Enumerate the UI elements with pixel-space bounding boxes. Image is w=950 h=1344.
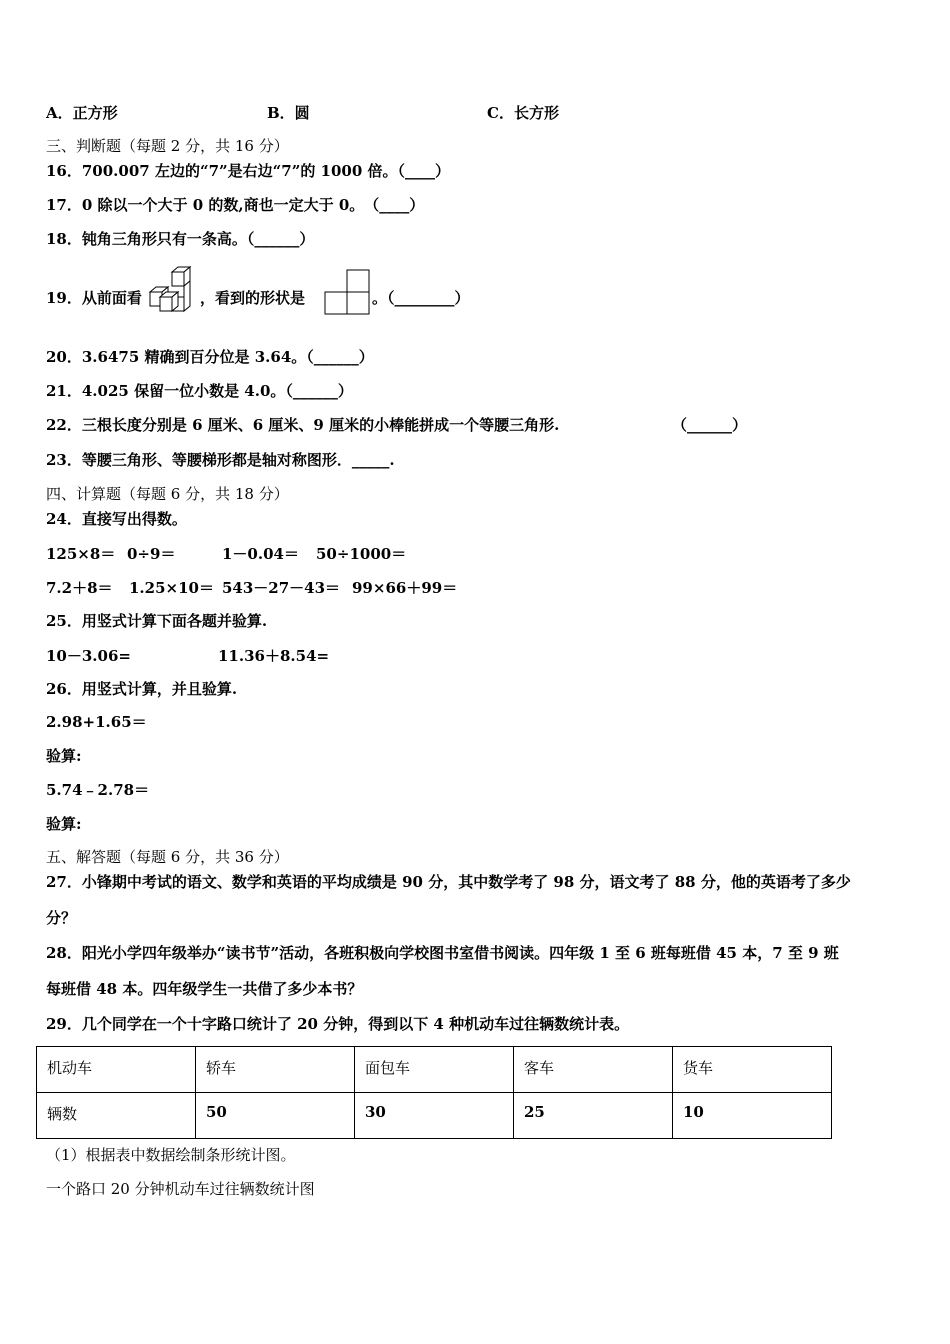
table-cell: 30 [355,1093,514,1139]
question-25: 25．用竖式计算下面各题并验算. [46,612,268,630]
question-17: 17．0 除以一个大于 0 的数,商也一定大于 0。 （____） [46,196,425,214]
question-26-item-2: 5.74﹣2.78＝ [46,781,150,799]
question-20: 20．3.6475 精确到百分位是 3.64。（______） [46,348,374,366]
table-row [37,1093,832,1139]
vertical-calc-item: 11.36＋8.54= [218,647,330,665]
vehicle-count-table [36,1046,832,1139]
table-row [37,1047,832,1093]
question-19-prefix: 19．从前面看 [46,289,142,307]
section-4-title: 四、计算题（每题 6 分，共 18 分） [46,485,289,503]
question-18: 18．钝角三角形只有一条高。（______） [46,230,315,248]
question-27-line-1: 27．小锋期中考试的语文、数学和英语的平均成绩是 90 分，其中数学考了 98 分，语文考了 88 分，他的英语考了多少 [46,873,851,891]
option-b: B．圆 [267,104,310,122]
calc-item: 50÷1000＝ [316,545,407,563]
check-label: 验算: [46,747,82,765]
check-label: 验算: [46,815,82,833]
table-cell: 辆数 [37,1093,196,1139]
calc-item: 7.2＋8＝ [46,579,113,597]
question-23: 23．等腰三角形、等腰梯形都是轴对称图形．_____. [46,451,395,469]
question-27-line-2: 分？ [46,909,77,927]
calc-item: 99×66＋99＝ [352,579,458,597]
question-26: 26．用竖式计算，并且验算. [46,680,238,698]
table-header-cell: 面包车 [355,1047,514,1093]
table-cell: 25 [514,1093,673,1139]
option-a: A．正方形 [46,104,118,122]
front-view-figure [322,268,372,316]
question-21: 21．4.025 保留一位小数是 4.0。（______） [46,382,353,400]
table-cell: 50 [196,1093,355,1139]
cube-stack-figure [148,266,194,316]
question-19-suffix: 。（________） [372,289,470,307]
table-header-cell: 机动车 [37,1047,196,1093]
question-22: 22．三根长度分别是 6 厘米、6 厘米、9 厘米的小棒能拼成一个等腰三角形. [46,416,560,434]
section-5-title: 五、解答题（每题 6 分，共 36 分） [46,848,289,866]
calc-item: 543－27－43＝ [222,579,341,597]
question-22-blank: （______） [672,416,748,434]
question-29: 29．几个同学在一个十字路口统计了 20 分钟，得到以下 4 种机动车过往辆数统计表。 [46,1015,630,1033]
question-28-line-2: 每班借 48 本。四年级学生一共借了多少本书？ [46,980,363,998]
question-28-line-1: 28．阳光小学四年级举办“读书节”活动，各班积极向学校图书室借书阅读。四年级 1 至 6 班每班借 45 本，7 至 9 班 [46,944,839,962]
vertical-calc-item: 10－3.06= [46,647,131,665]
question-24: 24．直接写出得数。 [46,510,187,528]
question-26-item-1: 2.98+1.65＝ [46,713,147,731]
table-header-cell: 轿车 [196,1047,355,1093]
calc-item: 1.25×10＝ [129,579,214,597]
question-19-middle: ，看到的形状是 [200,289,306,307]
chart-title: 一个路口 20 分钟机动车过往辆数统计图 [46,1180,315,1198]
calc-item: 0÷9＝ [127,545,176,563]
question-16: 16．700.007 左边的“7”是右边“7”的 1000 倍。（____） [46,162,451,180]
calc-item: 125×8＝ [46,545,116,563]
option-c: C．长方形 [487,104,559,122]
table-header-cell: 货车 [673,1047,832,1093]
question-29-sub-1: （1）根据表中数据绘制条形统计图。 [46,1146,296,1164]
section-3-title: 三、判断题（每题 2 分，共 16 分） [46,137,289,155]
table-cell: 10 [673,1093,832,1139]
table-header-cell: 客车 [514,1047,673,1093]
calc-item: 1－0.04＝ [222,545,299,563]
